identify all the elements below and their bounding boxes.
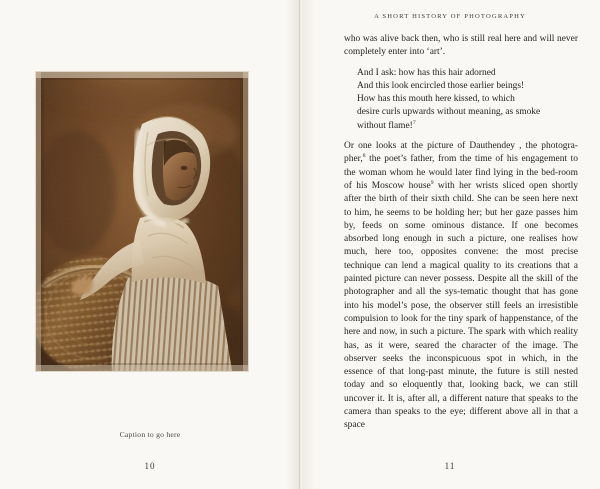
verse-line: And this look encircled those earlier beings! (357, 80, 525, 91)
verse-line-text: without flame! (357, 120, 413, 131)
footnote-marker-8: 8 (362, 153, 366, 160)
footnote-marker-9: 9 (430, 179, 434, 186)
folio-left: 10 (144, 461, 156, 471)
verse-line: desire curls upwards without meaning, as smoke (357, 107, 541, 118)
opening-paragraph: who was alive back then, who is still real here and will never completely enter into ‘art’. (344, 34, 578, 58)
right-page (300, 0, 600, 489)
body-segment-1: Or one looks at the picture of Dauthendey , the photogra-pher, (344, 141, 578, 165)
running-head: A SHORT HISTORY OF PHOTOGRAPHY (374, 13, 526, 20)
body-segment-3: with her wrists sliced open shortly after the birth of their sixth child. She can be seen here next to him, he seems to be holding her; but her gaze passes him by, feeds on some ominous distance. If one becomes absorbed long enough in such a picture, one realises how much, here too, opposites convene: the most precise technique can lend a magical quality to its creations that a painted picture can never possess. Despite all the skill of the photographer and all the sys-tematic thought that has gone into his model’s pose, the observer still feels an irresistible compulsion to look for the tiny spark of happenstance, of the here and now, in such a picture. The spark with which reality has, as it were, seared the character of the image. The observer seeks the inconspicuous spot in which, in the essence of that long-past minute, the future is still nested today and so eloquently that, looking back, we can still uncover it. It is, after all, a different nature that speaks to the camera than speaks to the eye; different above all in that a space (344, 180, 578, 431)
body-text-block (344, 33, 578, 433)
sepia-calotype-photograph (36, 72, 248, 371)
body-segment-2: the poet’s father, from the time of his engagement to the woman whom he would later find lying in the bed-room of his Moscow house (344, 154, 578, 191)
verse-line-last (357, 120, 578, 133)
folio-right: 11 (444, 461, 456, 471)
footnote-marker-7: 7 (412, 119, 416, 126)
figure-caption: Caption to go here (119, 430, 181, 439)
verse-block (344, 67, 578, 133)
verse-line: How has this mouth here kissed, to which (357, 94, 515, 105)
photograph-figure (36, 72, 248, 371)
body-paragraph (344, 140, 578, 433)
verse-line: And I ask: how has this hair adorned (357, 67, 496, 78)
